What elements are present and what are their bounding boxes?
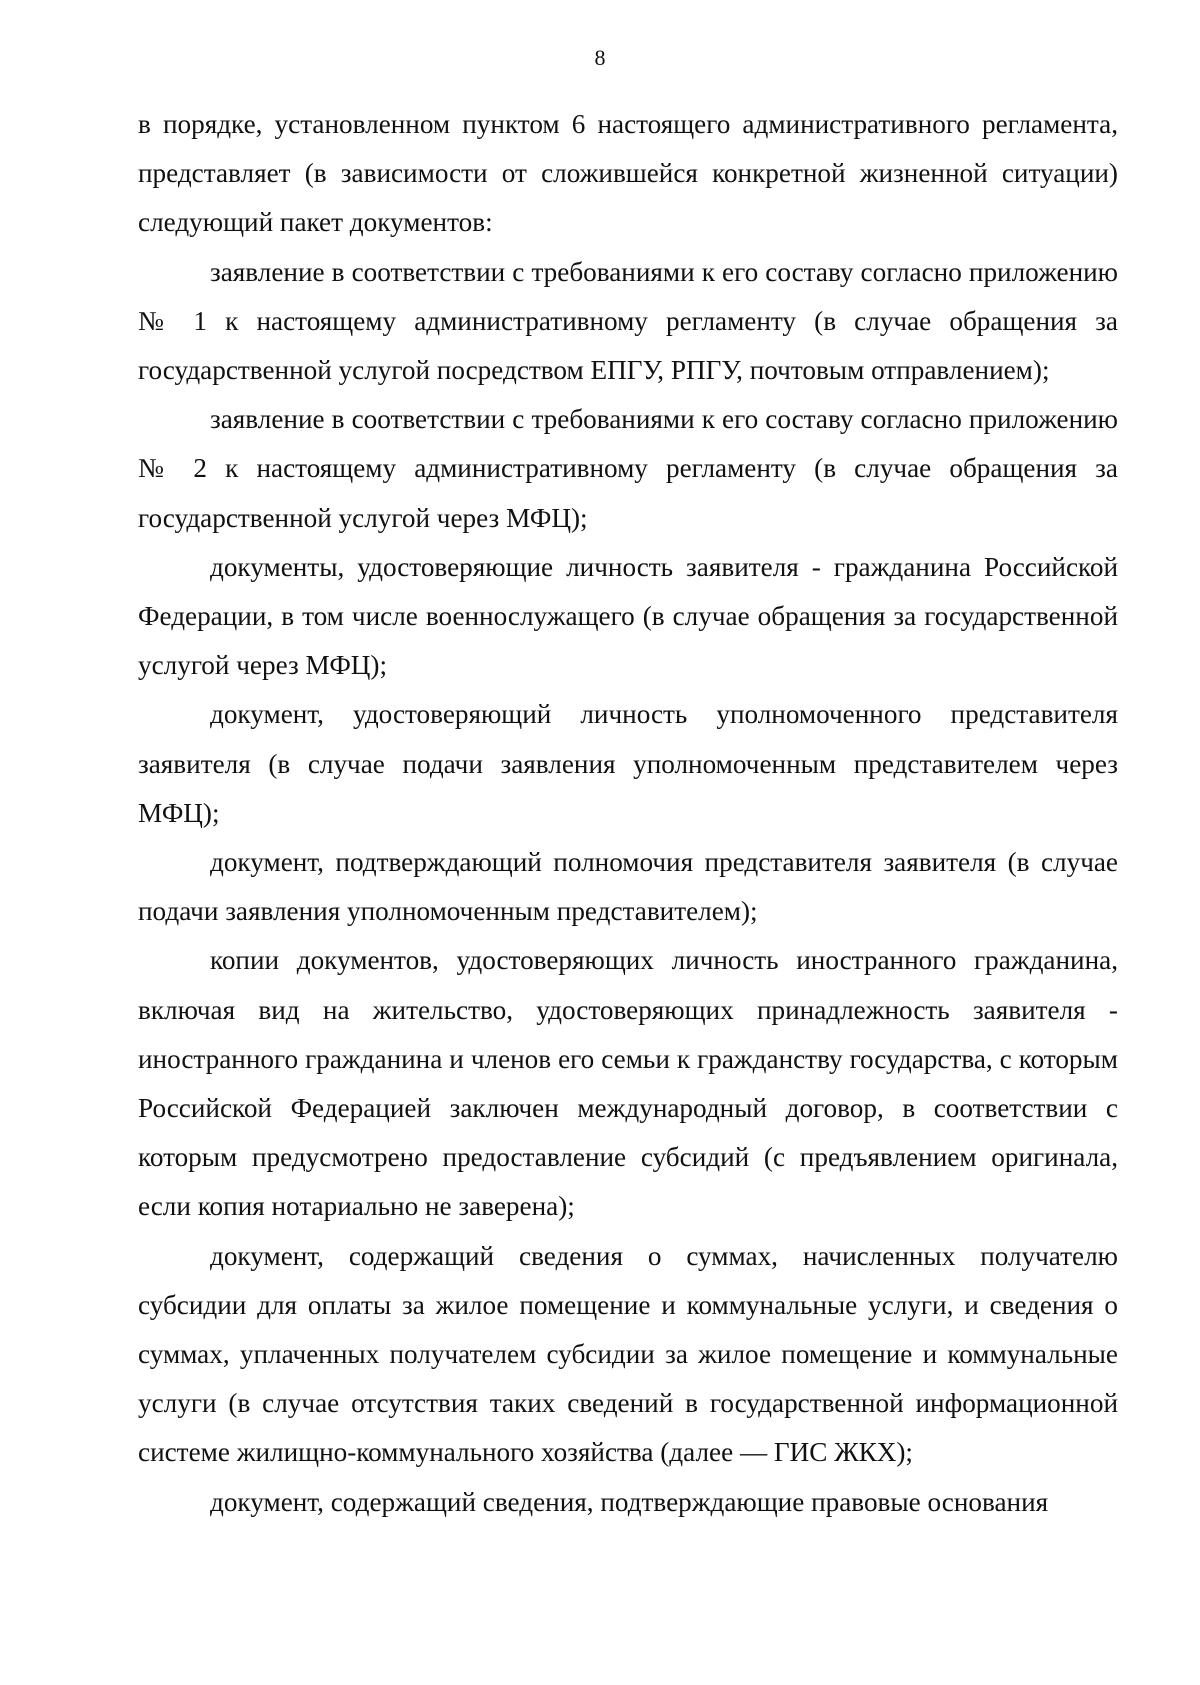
paragraph-representative-authority: документ, подтверждающий полномочия представителя заявителя (в случае подачи заявления уполномоченным представителем); [138, 847, 1118, 927]
paragraph-representative-identity: документ, удостоверяющий личность уполномоченного представителя заявителя (в случае подачи заявления уполномоченным представителем через МФЦ); [138, 699, 1118, 828]
document-body [138, 100, 1118, 1527]
paragraph-foreign-citizen-copies: копии документов, удостоверяющих личность иностранного гражданина, включая вид на жительство, удостоверяющих принадлежность заявителя - иностранного гражданина и членов его семьи к гражданству государства, с которым Российской Федерацией заключен международный договор, в соответствии с которым предусмотрено предоставление субсидий (с предъявлением оригинала, если копия нотариально не заверена); [138, 945, 1118, 1222]
paragraph-application-appendix-2: заявление в соответствии с требованиями к его составу согласно приложению № 2 к настоящему административному регламенту (в случае обращения за государственной услугой через МФЦ); [138, 404, 1118, 533]
paragraph-legal-grounds: документ, содержащий сведения, подтверждающие правовые основания [210, 1486, 1049, 1517]
paragraph-identity-documents: документы, удостоверяющие личность заявителя - гражданина Российской Федерации, в том числе военнослужащего (в случае обращения за государственной услугой через МФЦ); [138, 551, 1118, 681]
paragraph-intro: в порядке, установленном пунктом 6 настоящего административного регламента, представляет (в зависимости от сложившейся конкретной жизненной ситуации) следующий пакет документов: [138, 109, 1118, 238]
page-number: 8 [594, 45, 606, 70]
paragraph-application-appendix-1: заявление в соответствии с требованиями к его составу согласно приложению № 1 к настоящему административному регламенту (в случае обращения за государственной услугой посредством ЕПГУ, РПГУ, почтовым отправлением); [138, 256, 1118, 386]
paragraph-utility-payments: документ, содержащий сведения о суммах, начисленных получателю субсидии для оплаты за жилое помещение и коммунальные услуги, и сведения о суммах, уплаченных получателем субсидии за жилое помещение и коммунальные услуги (в случае отсутствия таких сведений в государственной информационной системе жилищно-коммунального хозяйства (далее — ГИС ЖКХ); [138, 1240, 1118, 1468]
